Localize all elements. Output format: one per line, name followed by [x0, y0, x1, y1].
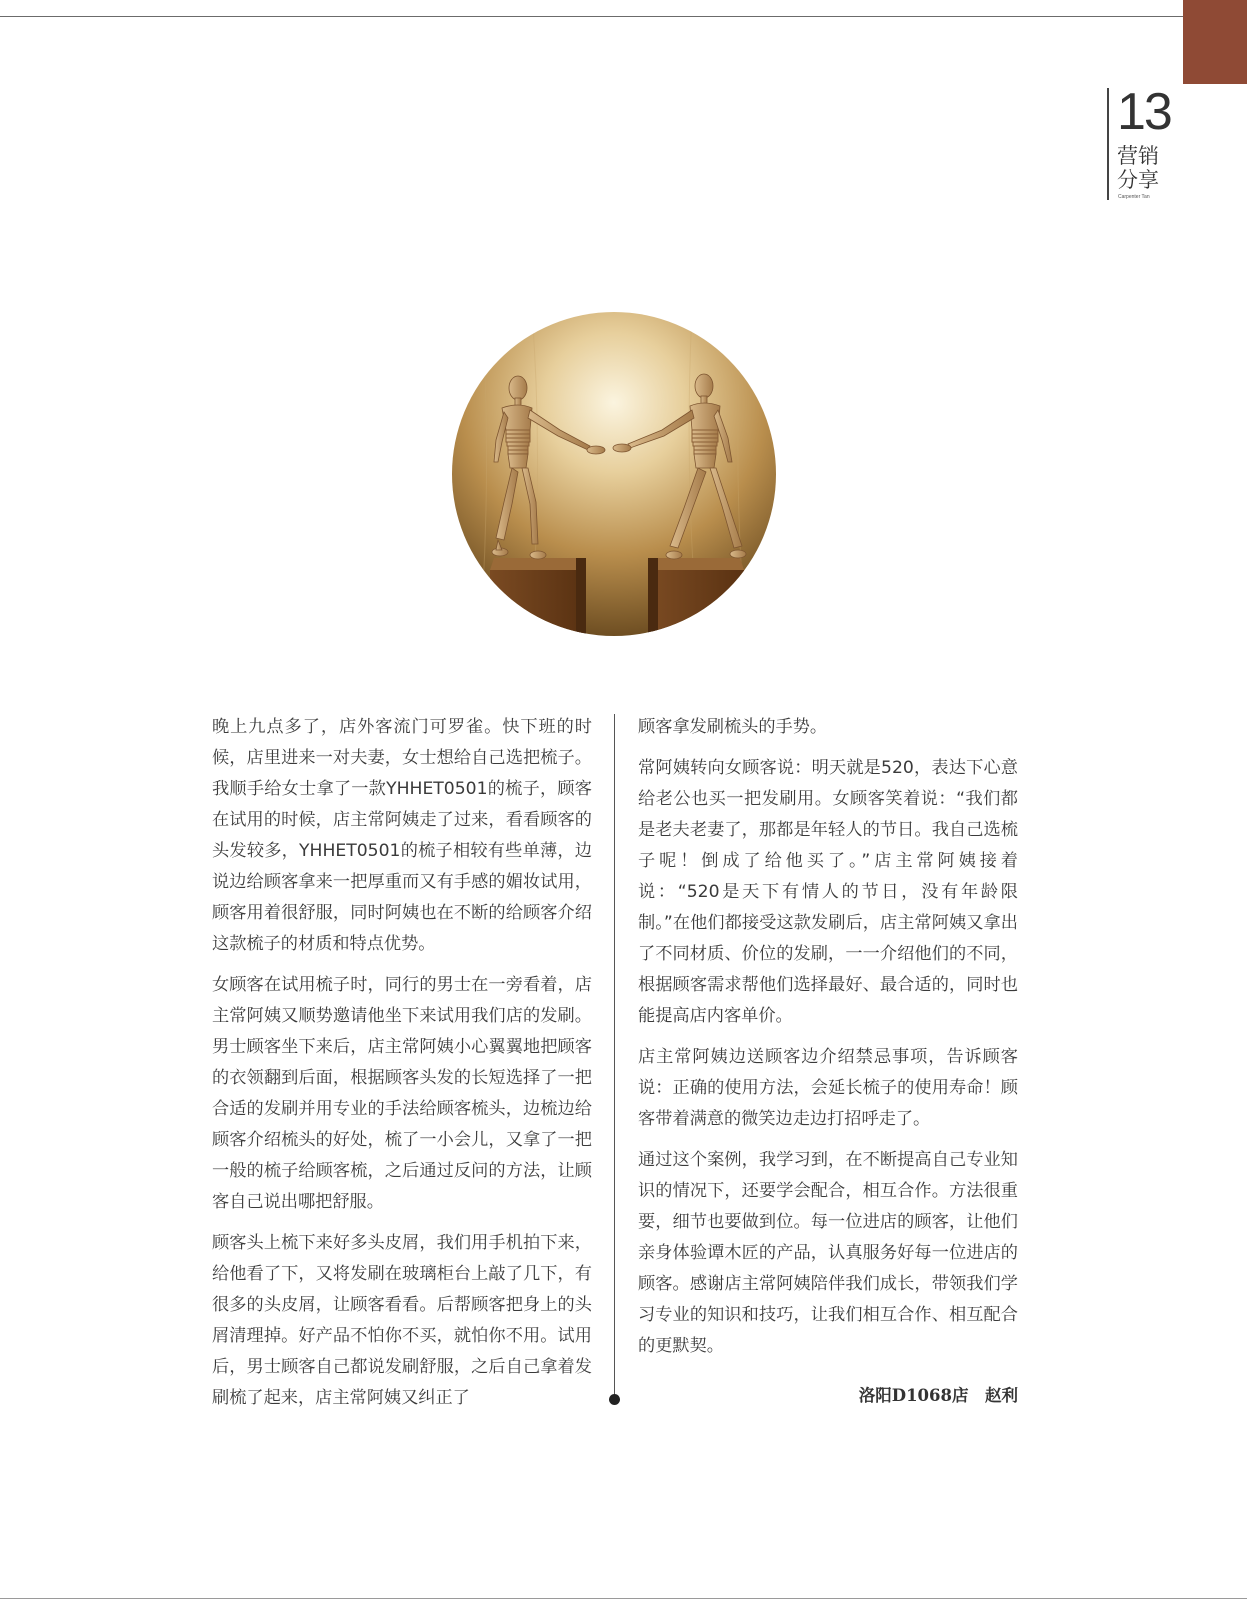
paragraph: 通过这个案例，我学习到，在不断提高自己专业知识的情况下，还要学会配合，相互合作。方法很重要，细节也要做到位。每一位进店的顾客，让他们亲身体验谭木匠的产品，认真服务好每一位进店的顾客。感谢店主常阿姨陪伴我们成长，带领我们学习专业的知识和技巧，让我们相互合作、相互配合的更默契。 [638, 1150, 1018, 1356]
section-title-line1: 营销 [1117, 144, 1159, 168]
section-header [1107, 83, 1187, 202]
article-column-left [212, 712, 592, 1424]
author-signature: 洛阳D1068店 赵利 [858, 1386, 1018, 1405]
corner-color-tab [1183, 0, 1247, 84]
paragraph: 店主常阿姨边送顾客边介绍禁忌事项，告诉顾客说：正确的使用方法，会延长梳子的使用寿命！顾客带着满意的微笑边走边打招呼走了。 [638, 1047, 1018, 1129]
column-divider-dot [609, 1394, 620, 1405]
section-divider-line [1107, 88, 1109, 200]
two-wooden-mannequins-handshake-image [452, 312, 776, 636]
top-rule [0, 16, 1183, 17]
column-divider [614, 714, 615, 1398]
article-column-right [638, 712, 1018, 1372]
section-subtitle: Carpenter Tan [1118, 194, 1150, 200]
section-title-line2: 分享 [1117, 168, 1159, 192]
bottom-rule [0, 1598, 1247, 1599]
page-number: 13 [1117, 83, 1171, 141]
paragraph: 常阿姨转向女顾客说：明天就是520，表达下心意给老公也买一把发刷用。女顾客笑着说：“我们都是老夫老妻了，那都是年轻人的节日。我自己选梳子呢！倒成了给他买了。”店主常阿姨接着说：“520是天下有情人的节日，没有年龄限制。”在他们都接受这款发刷后，店主常阿姨又拿出了不同材质、价位的发刷，一一介绍他们的不同，根据顾客需求帮他们选择最好、最合适的，同时也能提高店内客单价。 [638, 758, 1018, 1026]
paragraph: 女顾客在试用梳子时，同行的男士在一旁看着，店主常阿姨又顺势邀请他坐下来试用我们店的发刷。男士顾客坐下来后，店主常阿姨小心翼翼地把顾客的衣领翻到后面，根据顾客头发的长短选择了一把合适的发刷并用专业的手法给顾客梳头，边梳边给顾客介绍梳头的好处，梳了一小会儿，又拿了一把一般的梳子给顾客梳，之后通过反问的方法，让顾客自己说出哪把舒服。 [212, 975, 592, 1212]
paragraph: 晚上九点多了，店外客流门可罗雀。快下班的时候，店里进来一对夫妻，女士想给自己选把梳子。我顺手给女士拿了一款YHHET0501的梳子，顾客在试用的时候，店主常阿姨走了过来，看看顾客的头发较多，YHHET0501的梳子相较有些单薄，边说边给顾客拿来一把厚重而又有手感的媚妆试用，顾客用着很舒服，同时阿姨也在不断的给顾客介绍这款梳子的材质和特点优势。 [212, 717, 592, 954]
paragraph: 顾客拿发刷梳头的手势。 [638, 717, 828, 737]
paragraph: 顾客头上梳下来好多头皮屑，我们用手机拍下来，给他看了下，又将发刷在玻璃柜台上敲了几下，有很多的头皮屑，让顾客看看。后帮顾客把身上的头屑清理掉。好产品不怕你不买，就怕你不用。试用后，男士顾客自己都说发刷舒服，之后自己拿着发刷梳了起来，店主常阿姨又纠正了 [212, 1233, 592, 1408]
